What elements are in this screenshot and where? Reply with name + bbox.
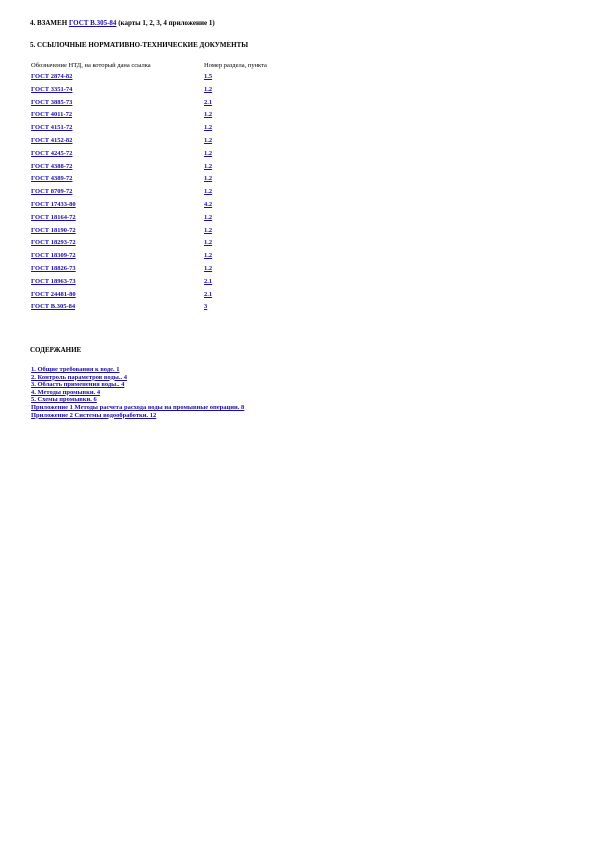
table-row (31, 86, 331, 99)
section-ref-link[interactable]: 1.2 (204, 111, 213, 119)
contents-list (31, 366, 244, 419)
contents-item-link[interactable]: Приложение 1 Методы расчета расхода воды на промывные операции. 8 (31, 403, 245, 411)
section-ref-link[interactable]: 1.2 (204, 264, 213, 272)
standard-link[interactable]: ГОСТ 18293-72 (31, 239, 76, 247)
section-ref-link[interactable]: 2.1 (204, 290, 213, 298)
table-row (31, 291, 331, 304)
contents-item-link[interactable]: 4. Методы промывки. 4 (31, 388, 101, 396)
contents-title: СОДЕРЖАНИЕ (30, 346, 82, 354)
standard-link[interactable]: ГОСТ 18826-73 (31, 264, 76, 272)
contents-item-link[interactable]: 3. Область применения воды.. 4 (31, 381, 125, 389)
contents-item-link[interactable]: 2. Контроль параметров воды.. 4 (31, 373, 127, 381)
standard-link[interactable]: ГОСТ 4151-72 (31, 124, 73, 132)
section-ref-link[interactable]: 1.2 (204, 149, 213, 157)
standard-link[interactable]: ГОСТ 24481-80 (31, 290, 76, 298)
section-ref-link[interactable]: 3 (204, 303, 208, 311)
table-header-designation: Обозначение НТД, на который дана ссылка (31, 62, 151, 69)
section-ref-link[interactable]: 1.2 (204, 252, 213, 260)
table-row (31, 227, 331, 240)
standard-link[interactable]: ГОСТ 4152-82 (31, 136, 73, 144)
section-4-suffix: (карты 1, 2, 3, 4 приложение 1) (116, 19, 215, 27)
table-row (31, 265, 331, 278)
section-ref-link[interactable]: 1.2 (204, 136, 213, 144)
standard-link[interactable]: ГОСТ 4011-72 (31, 111, 73, 119)
table-row (31, 137, 331, 150)
contents-item-link[interactable]: 5. Схемы промывки. 6 (31, 396, 97, 404)
standard-link[interactable]: ГОСТ 3351-74 (31, 85, 73, 93)
replaced-standard-link[interactable]: ГОСТ В.305-84 (68, 19, 117, 27)
standard-link[interactable]: ГОСТ 18963-73 (31, 277, 76, 285)
section-4-replaces (30, 19, 215, 27)
table-row (31, 150, 331, 163)
table-row (31, 188, 331, 201)
standard-link[interactable]: ГОСТ 3885-73 (31, 98, 73, 106)
standard-link[interactable]: ГОСТ 4245-72 (31, 149, 73, 157)
standard-link[interactable]: ГОСТ 8709-72 (31, 188, 73, 196)
standard-link[interactable]: ГОСТ В.305-84 (31, 303, 76, 311)
section-ref-link[interactable]: 2.1 (204, 98, 213, 106)
section-ref-link[interactable]: 1.2 (204, 239, 213, 247)
table-row (31, 303, 331, 316)
standard-link[interactable]: ГОСТ 4389-72 (31, 175, 73, 183)
section-ref-link[interactable]: 1.2 (204, 213, 213, 221)
table-row (31, 278, 331, 291)
contents-item-link[interactable]: 1. Общие требования к воде. 1 (31, 366, 120, 373)
section-4-prefix: 4. ВЗАМЕН (30, 19, 69, 27)
section-ref-link[interactable]: 1.2 (204, 85, 213, 93)
table-row (31, 111, 331, 124)
table-row (31, 73, 331, 86)
table-header-section: Номер раздела, пункта (204, 62, 267, 69)
section-ref-link[interactable]: 1.2 (204, 175, 213, 183)
section-ref-link[interactable]: 1.2 (204, 226, 213, 234)
section-ref-link[interactable]: 1.5 (204, 73, 213, 80)
table-row (31, 163, 331, 176)
standard-link[interactable]: ГОСТ 18164-72 (31, 213, 76, 221)
table-row (31, 252, 331, 265)
table-row (31, 201, 331, 214)
standard-link[interactable]: ГОСТ 17433-80 (31, 200, 76, 208)
section-ref-link[interactable]: 1.2 (204, 124, 213, 132)
standard-link[interactable]: ГОСТ 2874-82 (31, 73, 73, 80)
standard-link[interactable]: ГОСТ 18190-72 (31, 226, 76, 234)
standard-link[interactable]: ГОСТ 4388-72 (31, 162, 73, 170)
table-row (31, 99, 331, 112)
table-row (31, 239, 331, 252)
section-ref-link[interactable]: 2.1 (204, 277, 213, 285)
table-row (31, 214, 331, 227)
section-ref-link[interactable]: 1.2 (204, 188, 213, 196)
table-row (31, 124, 331, 137)
contents-item-link[interactable]: Приложение 2 Системы водообработки. 12 (31, 411, 157, 419)
section-ref-link[interactable]: 1.2 (204, 162, 213, 170)
standard-link[interactable]: ГОСТ 18309-72 (31, 252, 76, 260)
table-row (31, 175, 331, 188)
section-ref-link[interactable]: 4.2 (204, 200, 213, 208)
section-5-title: 5. ССЫЛОЧНЫЕ НОРМАТИВНО-ТЕХНИЧЕСКИЕ ДОКУМЕНТЫ (30, 41, 249, 49)
reference-table (31, 73, 331, 316)
